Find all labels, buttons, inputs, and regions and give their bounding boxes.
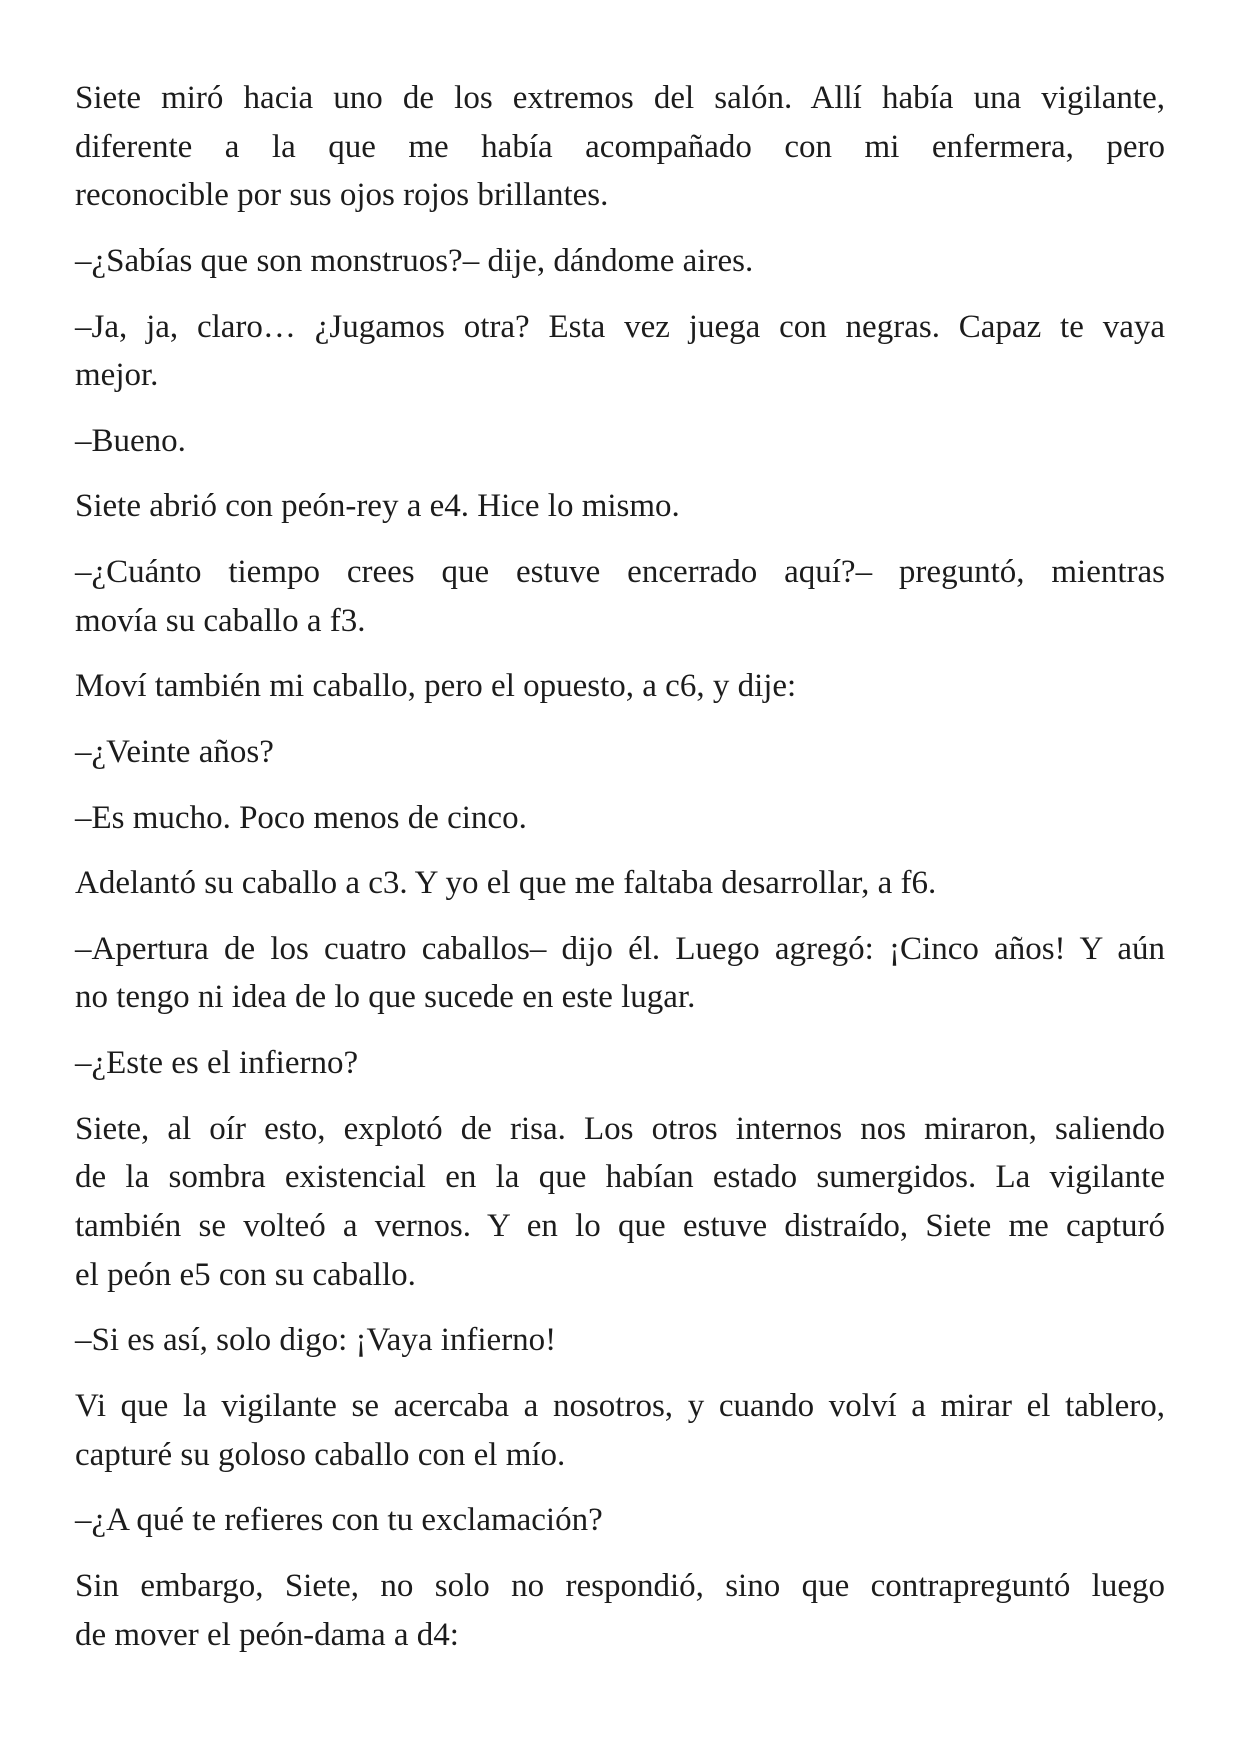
text-line: –Si es así, solo digo: ¡Vaya infierno!	[75, 1322, 557, 1359]
paragraph	[75, 74, 1165, 220]
paragraph	[75, 1316, 1165, 1365]
text-line: mejor.	[75, 357, 159, 394]
text-line: Siete, al oír esto, explotó de risa. Los otros internos nos miraron, saliendo	[75, 1110, 1165, 1147]
paragraph	[75, 728, 1165, 777]
text-line: Adelantó su caballo a c3. Y yo el que me faltaba desarrollar, a f6.	[75, 865, 937, 902]
paragraph	[75, 237, 1165, 286]
text-line: también se volteó a vernos. Y en lo que estuve distraído, Siete me capturó	[75, 1208, 1165, 1245]
text-line: reconocible por sus ojos rojos brillantes.	[75, 177, 609, 214]
text-line: Sin embargo, Siete, no solo no respondió, sino que contrapreguntó luego	[75, 1567, 1165, 1604]
text-line: –¿Cuánto tiempo crees que estuve encerrado aquí?– preguntó, mientras	[75, 554, 1165, 591]
text-line: –¿A qué te refieres con tu exclamación?	[75, 1502, 603, 1539]
paragraph	[75, 1105, 1165, 1300]
text-line: Moví también mi caballo, pero el opuesto, a c6, y dije:	[75, 668, 797, 705]
paragraph	[75, 417, 1165, 466]
paragraph	[75, 794, 1165, 843]
paragraph	[75, 1039, 1165, 1088]
paragraph	[75, 859, 1165, 908]
text-line: –¿Este es el infierno?	[75, 1045, 359, 1082]
paragraph	[75, 1562, 1165, 1659]
text-line: –¿Sabías que son monstruos?– dije, dándome aires.	[75, 243, 754, 279]
text-line: –Bueno.	[75, 422, 186, 459]
text-line: –Es mucho. Poco menos de cinco.	[75, 799, 527, 836]
text-line: no tengo ni idea de lo que sucede en este lugar.	[75, 979, 696, 1016]
text-line: Vi que la vigilante se acercaba a nosotros, y cuando volví a mirar el tablero,	[75, 1387, 1165, 1424]
paragraph	[75, 662, 1165, 711]
text-line: –¿Veinte años?	[75, 733, 274, 770]
paragraph	[75, 482, 1165, 531]
paragraph	[75, 548, 1165, 645]
paragraph	[75, 303, 1165, 400]
text-line: Siete abrió con peón-rey a e4. Hice lo mismo.	[75, 488, 680, 525]
paragraph	[75, 925, 1165, 1022]
text-line: movía su caballo a f3.	[75, 602, 366, 639]
paragraph	[75, 1496, 1165, 1545]
text-line: el peón e5 con su caballo.	[75, 1256, 416, 1293]
text-line: –Ja, ja, claro… ¿Jugamos otra? Esta vez juega con negras. Capaz te vaya	[75, 308, 1165, 345]
text-line: de la sombra existencial en la que habían estado sumergidos. La vigilante	[75, 1159, 1165, 1196]
text-line: de mover el peón-dama a d4:	[75, 1616, 459, 1653]
text-line: diferente a la que me había acompañado con mi enfermera, pero	[75, 128, 1165, 165]
paragraph	[75, 1382, 1165, 1479]
text-line: –Apertura de los cuatro caballos– dijo él. Luego agregó: ¡Cinco años! Y aún	[75, 930, 1165, 967]
text-line: capturé su goloso caballo con el mío.	[75, 1436, 566, 1473]
text-line: Siete miró hacia uno de los extremos del salón. Allí había una vigilante,	[75, 80, 1165, 116]
